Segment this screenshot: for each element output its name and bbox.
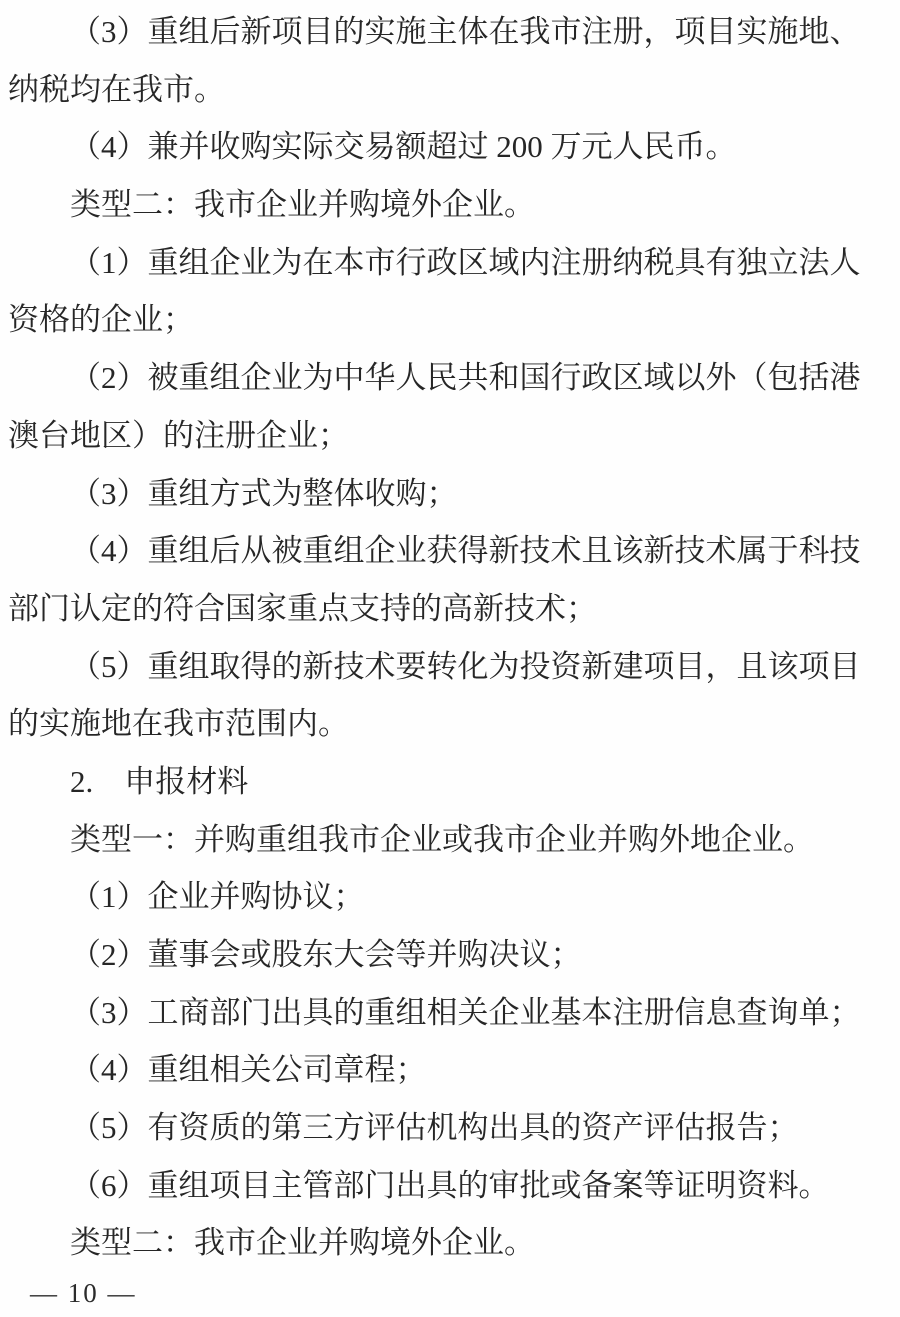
text-line: 纳税均在我市。 — [8, 71, 225, 107]
text-line: （2）董事会或股东大会等并购决议； — [70, 937, 582, 972]
text-line: （3）重组方式为整体收购； — [70, 475, 458, 511]
text-line: （2）被重组企业为中华人民共和国行政区域以外（包括港 — [70, 360, 861, 396]
text-line: 澳台地区）的注册企业； — [8, 417, 349, 453]
text-line: （4）兼并收购实际交易额超过 200 万元人民币。 — [70, 129, 737, 165]
text-line: （5）重组取得的新技术要转化为投资新建项目，且该项目 — [70, 648, 861, 684]
page-number: — 10 — — [30, 1278, 137, 1308]
text-line: （5）有资质的第三方评估机构出具的资产评估报告； — [70, 1110, 799, 1146]
text-line: （4）重组后从被重组企业获得新技术且该新技术属于科技 — [70, 533, 861, 569]
text-line: （4）重组相关公司章程； — [70, 1052, 427, 1088]
text-line: （1）重组企业为在本市行政区域内注册纳税具有独立法人 — [70, 244, 861, 280]
text-line: （3）工商部门出具的重组相关企业基本注册信息查询单； — [70, 994, 861, 1030]
text-line: 资格的企业； — [8, 302, 194, 338]
text-line: （1）企业并购协议； — [70, 879, 365, 915]
text-line: 类型一：并购重组我市企业或我市企业并购外地企业。 — [70, 821, 814, 857]
text-line: （6）重组项目主管部门出具的审批或备案等证明资料。 — [70, 1167, 830, 1203]
text-line: 部门认定的符合国家重点支持的高新技术； — [8, 590, 597, 626]
text-line: 类型二：我市企业并购境外企业。 — [70, 1225, 535, 1261]
text-line: 的实施地在我市范围内。 — [8, 706, 349, 742]
text-line: 类型二：我市企业并购境外企业。 — [70, 187, 535, 223]
text-line: 2. 申报材料 — [70, 763, 249, 799]
text-line: （3）重组后新项目的实施主体在我市注册，项目实施地、 — [70, 14, 861, 49]
document-body — [8, 3, 886, 1272]
